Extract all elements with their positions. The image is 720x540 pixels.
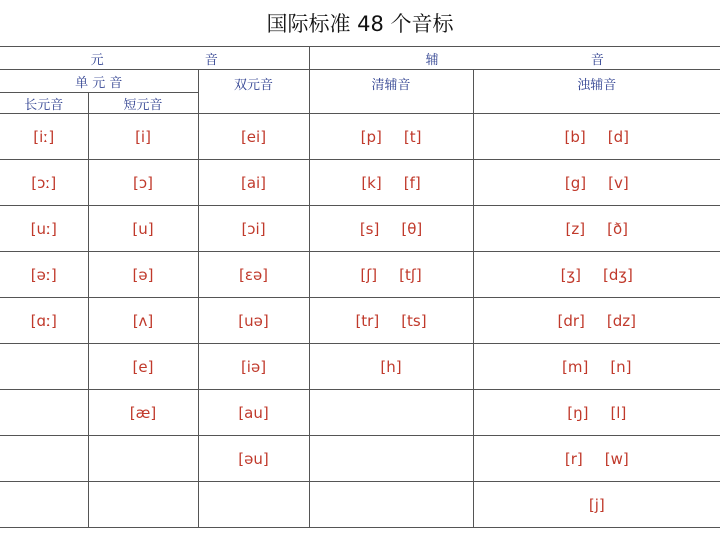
voiceless-cell (309, 482, 473, 528)
header-row-subcategory (0, 70, 720, 93)
voiced-header: 浊辅音 (473, 70, 720, 114)
vowel-header-char-1: 元 (90, 52, 104, 68)
voiceless-symbol: [ts] (401, 311, 427, 330)
table-row (0, 252, 720, 298)
voiceless-cell (309, 160, 473, 206)
long-vowel-cell (0, 436, 88, 482)
voiced-pair (566, 220, 628, 238)
phonetic-table (0, 46, 720, 528)
diphthong-cell: [au] (198, 390, 309, 436)
short-vowel-header: 短元音 (88, 93, 198, 114)
voiceless-pair (360, 220, 422, 238)
diphthong-cell: [ɛə] (198, 252, 309, 298)
voiceless-symbol: [p] (360, 127, 382, 146)
voiceless-pair (355, 312, 426, 330)
vowel-header-char-2: 音 (204, 52, 218, 68)
voiced-cell (473, 436, 720, 482)
voiced-symbol: [r] (564, 449, 583, 468)
table-row (0, 390, 720, 436)
voiced-pair (567, 404, 626, 422)
table-row (0, 298, 720, 344)
voiceless-cell (309, 298, 473, 344)
short-vowel-cell (88, 482, 198, 528)
long-vowel-cell: [iː] (0, 114, 88, 160)
voiced-cell (473, 252, 720, 298)
voiced-pair (562, 358, 632, 376)
long-vowel-cell: [əː] (0, 252, 88, 298)
short-vowel-cell: [i] (88, 114, 198, 160)
voiced-symbol: [v] (608, 173, 629, 192)
short-vowel-cell: [ɔ] (88, 160, 198, 206)
voiceless-symbol: [s] (359, 219, 380, 238)
diphthong-header: 双元音 (198, 70, 309, 114)
table-row (0, 160, 720, 206)
voiceless-symbol: [f] (403, 173, 421, 192)
voiced-symbol: [ʒ] (560, 265, 582, 284)
table-row (0, 206, 720, 252)
voiced-cell (473, 390, 720, 436)
short-vowel-cell: [u] (88, 206, 198, 252)
voiced-pair (558, 312, 637, 330)
voiced-cell (473, 160, 720, 206)
consonant-header-char-2: 音 (590, 52, 604, 68)
voiceless-cell (309, 436, 473, 482)
voiceless-cell (309, 206, 473, 252)
voiceless-cell (309, 252, 473, 298)
voiceless-cell (309, 344, 473, 390)
voiced-symbol: [n] (610, 357, 632, 376)
voiceless-pair (361, 128, 422, 146)
diphthong-cell: [əu] (198, 436, 309, 482)
voiced-cell (473, 344, 720, 390)
diphthong-cell: [ei] (198, 114, 309, 160)
voiceless-symbol: [tʃ] (399, 265, 422, 284)
long-vowel-cell (0, 482, 88, 528)
voiced-cell (473, 114, 720, 160)
voiced-symbol: [ð] (607, 219, 629, 238)
table-row (0, 114, 720, 160)
diphthong-cell: [ɔi] (198, 206, 309, 252)
voiced-symbol: [d] (607, 127, 630, 146)
short-vowel-cell: [ə] (88, 252, 198, 298)
voiced-pair (589, 496, 605, 514)
short-vowel-cell: [ʌ] (88, 298, 198, 344)
voiced-pair (565, 128, 629, 146)
consonant-header-char-1: 辅 (425, 52, 439, 68)
voiced-pair (561, 266, 633, 284)
voiced-symbol: [g] (564, 173, 587, 192)
voiceless-pair (361, 174, 420, 192)
voiceless-symbol: [tr] (355, 311, 380, 330)
short-vowel-cell: [e] (88, 344, 198, 390)
monophthong-header: 单 元 音 (0, 70, 198, 93)
voiced-symbol: [z] (565, 219, 586, 238)
long-vowel-header: 长元音 (0, 93, 88, 114)
long-vowel-cell: [uː] (0, 206, 88, 252)
voiceless-header: 清辅音 (309, 70, 473, 114)
voiced-symbol: [dʒ] (603, 265, 633, 284)
voiceless-symbol: [h] (380, 357, 402, 376)
voiced-symbol: [m] (562, 357, 589, 376)
long-vowel-cell (0, 344, 88, 390)
short-vowel-cell: [æ] (88, 390, 198, 436)
voiced-symbol: [ŋ] (567, 403, 589, 422)
voiced-symbol: [b] (564, 127, 586, 146)
vowel-header (0, 47, 309, 70)
table-row (0, 482, 720, 528)
voiced-symbol: [l] (610, 403, 627, 422)
long-vowel-cell: [ɑː] (0, 298, 88, 344)
table-row (0, 436, 720, 482)
consonant-header (309, 47, 720, 70)
voiced-cell (473, 298, 720, 344)
voiced-symbol: [dz] (606, 311, 637, 330)
voiced-pair (565, 174, 629, 192)
voiceless-cell (309, 114, 473, 160)
voiceless-symbol: [k] (361, 173, 382, 192)
diphthong-cell: [ai] (198, 160, 309, 206)
voiceless-symbol: [ʃ] (360, 265, 378, 284)
page-title: 国际标准 48 个音标 (0, 0, 720, 47)
long-vowel-cell (0, 390, 88, 436)
diphthong-cell (198, 482, 309, 528)
voiceless-pair (380, 358, 401, 376)
header-row-category (0, 47, 720, 70)
voiceless-symbol: [θ] (401, 219, 423, 238)
voiced-pair (565, 450, 629, 468)
voiceless-symbol: [t] (403, 127, 422, 146)
voiced-symbol: [j] (588, 495, 605, 514)
voiced-cell (473, 206, 720, 252)
diphthong-cell: [iə] (198, 344, 309, 390)
voiceless-pair (360, 266, 421, 284)
short-vowel-cell (88, 436, 198, 482)
voiceless-cell (309, 390, 473, 436)
long-vowel-cell: [ɔː] (0, 160, 88, 206)
voiced-symbol: [dr] (557, 311, 585, 330)
voiced-cell (473, 482, 720, 528)
table-row (0, 344, 720, 390)
diphthong-cell: [uə] (198, 298, 309, 344)
voiced-symbol: [w] (604, 449, 629, 468)
